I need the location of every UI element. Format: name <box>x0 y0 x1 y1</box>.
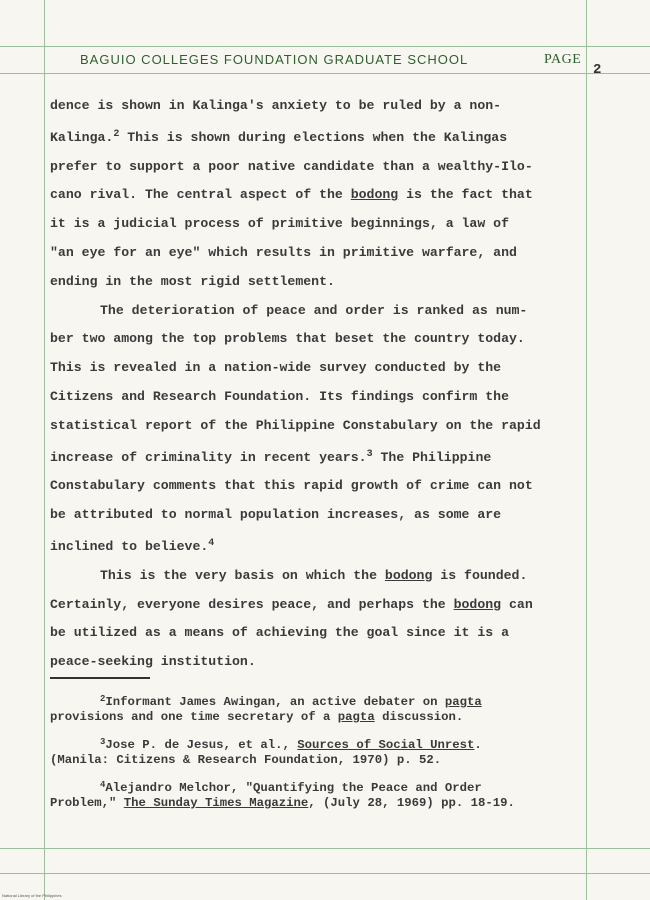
text-line: Constabulary comments that this rapid growth of crime can not <box>50 478 533 494</box>
text-line: cano rival. The central aspect of the bodong is the fact that <box>50 187 533 203</box>
footnote-ref: 3 <box>366 448 373 460</box>
header-top-rule <box>0 46 650 47</box>
text-line: be utilized as a means of achieving the goal since it is a <box>50 625 509 641</box>
footer-top-rule <box>0 848 650 849</box>
text-line: ber two among the top problems that beset the country today. <box>50 331 525 347</box>
text-line: statistical report of the Philippine Constabulary on the rapid <box>50 417 541 433</box>
text-line: The deterioration of peace and order is ranked as num- <box>100 302 528 318</box>
text-line: it is a judicial process of primitive beginnings, a law of <box>50 216 509 232</box>
text-line: ending in the most rigid settlement. <box>50 273 335 289</box>
text-line: dence is shown in Kalinga's anxiety to be ruled by a non- <box>50 98 502 113</box>
archive-watermark: National Library of the Philippines <box>2 893 62 898</box>
text-line: inclined to believe.$^4$ <box>50 537 215 554</box>
footnotes <box>50 692 610 821</box>
footnote-2: $^2$Informant James Awingan, an active debater on pagta provisions and one time secretary of a pagta discussion. <box>50 694 482 724</box>
page-number: 2 <box>593 62 602 78</box>
institution-title: BAGUIO COLLEGES FOUNDATION GRADUATE SCHOOL <box>80 52 469 67</box>
text-line: Certainly, everyone desires peace, and perhaps the bodong can <box>50 596 533 612</box>
footnote-3: $^3$Jose P. de Jesus, et al., Sources of Social Unrest. (Manila: Citizens & Research Foundation, 1970) p. 52. <box>50 737 482 767</box>
text-line: Citizens and Research Foundation. Its findings confirm the <box>50 388 509 404</box>
text-line: peace-seeking institution. <box>50 654 256 670</box>
text-line: prefer to support a poor native candidate than a wealthy-Ilo- <box>50 158 533 174</box>
header-bottom-rule <box>0 73 650 74</box>
text-line: This is revealed in a nation-wide survey conducted by the <box>50 360 502 376</box>
page-label: PAGE <box>544 52 582 67</box>
text-line: increase of criminality in recent years.$^3$ The Philippine <box>50 448 492 465</box>
page-header <box>80 52 582 67</box>
footer-bottom-rule <box>0 873 650 874</box>
text-line: Kalinga.$^2$ This is shown during elections when the Kalingas <box>50 128 508 145</box>
footnote-ref: 4 <box>208 537 215 549</box>
text-line: be attributed to normal population increases, as some are <box>50 507 502 523</box>
footnote-4: $^4$Alejandro Melchor, "Quantifying the Peace and Order Problem," The Sunday Times Magazine, (July 28, 1969) pp. 18-19. <box>50 780 515 810</box>
footnote-ref: 2 <box>113 128 120 140</box>
footnote-separator <box>50 677 150 679</box>
body-text <box>50 92 595 677</box>
left-margin-rule <box>44 0 45 900</box>
text-line: This is the very basis on which the bodong is founded. <box>100 567 528 583</box>
text-line: "an eye for an eye" which results in primitive warfare, and <box>50 244 517 260</box>
